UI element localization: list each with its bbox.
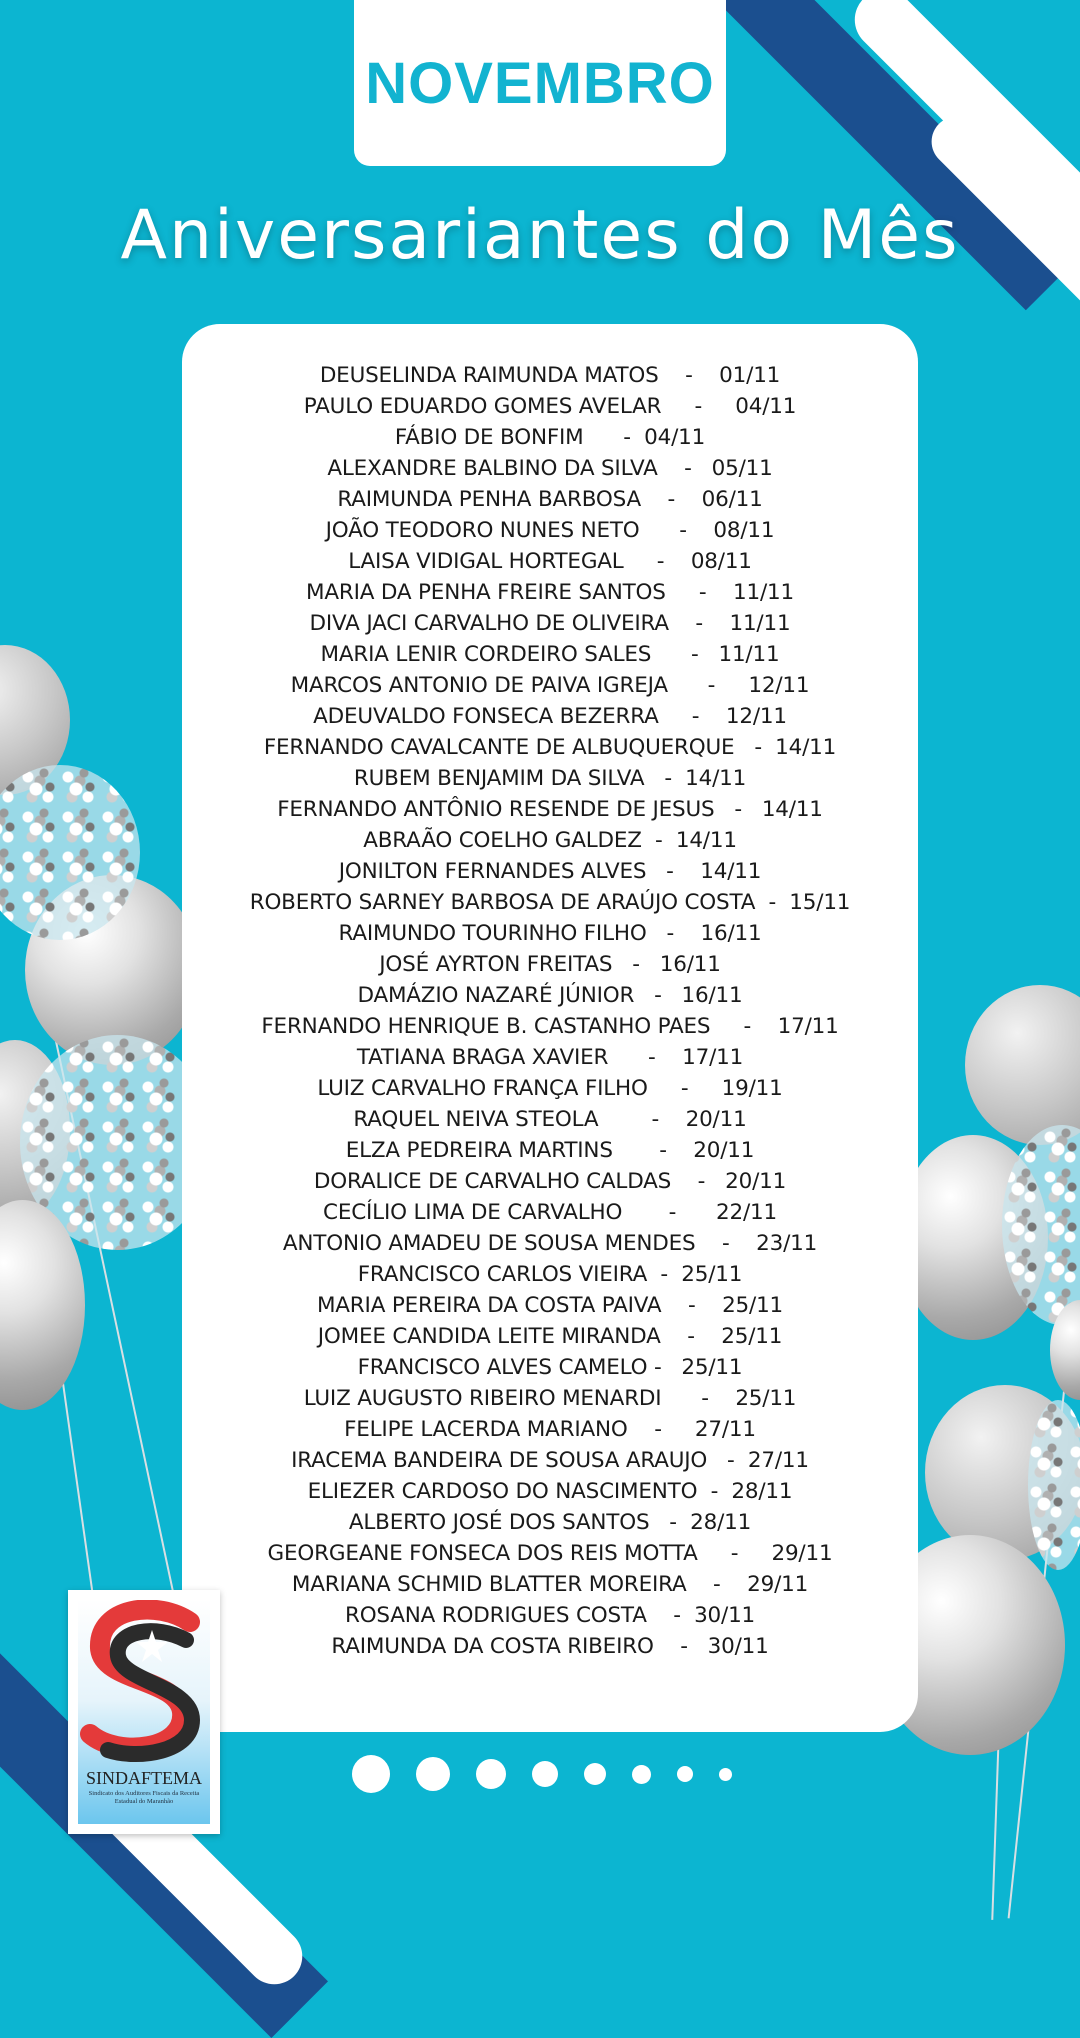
birthday-entry: RUBEM BENJAMIM DA SILVA - 14/11 [353, 766, 747, 791]
birthday-entry: MARIANA SCHMID BLATTER MOREIRA - 29/11 [291, 1572, 809, 1597]
birthday-entry: MARIA DA PENHA FREIRE SANTOS - 11/11 [306, 580, 794, 605]
birthday-entry: ROSANA RODRIGUES COSTA - 30/11 [344, 1603, 756, 1628]
balloon-confetti [1028, 1400, 1080, 1570]
birthday-entry: ABRAÃO COELHO GALDEZ - 14/11 [363, 828, 737, 853]
birthday-entry: RAIMUNDA PENHA BARBOSA - 06/11 [337, 487, 763, 512]
sindaftema-logo [68, 1590, 220, 1834]
birthday-entry: FELIPE LACERDA MARIANO - 27/11 [344, 1417, 756, 1442]
logo-s-emblem-icon [78, 1600, 210, 1770]
birthday-entry: LUIZ CARVALHO FRANÇA FILHO - 19/11 [317, 1076, 783, 1101]
birthday-entry: RAIMUNDA DA COSTA RIBEIRO - 30/11 [331, 1634, 769, 1659]
logo-panel [78, 1600, 210, 1824]
page-dot [632, 1765, 651, 1784]
birthday-entry: FERNANDO ANTÔNIO RESENDE DE JESUS - 14/11 [277, 797, 823, 822]
balloon-glitter [965, 985, 1080, 1145]
birthday-entry: JONILTON FERNANDES ALVES - 14/11 [338, 859, 762, 884]
logo-name: SINDAFTEMA [85, 1768, 202, 1788]
birthday-entry: JOSÉ AYRTON FREITAS - 16/11 [379, 952, 721, 977]
logo-subtitle: Sindicato dos Auditores Fiscais da Receita Estadual do Maranhão [88, 1790, 200, 1805]
birthday-entry: RAIMUNDO TOURINHO FILHO - 16/11 [338, 921, 762, 946]
birthday-entry: MARIA PEREIRA DA COSTA PAIVA - 25/11 [316, 1293, 784, 1318]
month-title: NOVEMBRO [365, 50, 715, 116]
birthday-entry: ELZA PEDREIRA MARTINS - 20/11 [345, 1138, 755, 1163]
birthday-entry: ADEUVALDO FONSECA BEZERRA - 12/11 [313, 704, 787, 729]
page-dot [476, 1759, 506, 1789]
page-dot [532, 1761, 558, 1787]
birthday-entry: MARCOS ANTONIO DE PAIVA IGREJA - 12/11 [290, 673, 810, 698]
birthday-entry: MARIA LENIR CORDEIRO SALES - 11/11 [320, 642, 780, 667]
birthday-entry: FÁBIO DE BONFIM - 04/11 [394, 425, 706, 450]
birthday-entry: FRANCISCO CARLOS VIEIRA - 25/11 [357, 1262, 743, 1287]
birthday-entry: RAQUEL NEIVA STEOLA - 20/11 [353, 1107, 747, 1132]
birthday-entry: ELIEZER CARDOSO DO NASCIMENTO - 28/11 [307, 1479, 793, 1504]
birthday-entry: CECÍLIO LIMA DE CARVALHO - 22/11 [323, 1200, 777, 1225]
page-dot [677, 1766, 693, 1782]
birthday-entry: DORALICE DE CARVALHO CALDAS - 20/11 [313, 1169, 787, 1194]
page-dot [719, 1768, 732, 1781]
birthday-entry: JOÃO TEODORO NUNES NETO - 08/11 [325, 518, 775, 543]
birthday-entry: TATIANA BRAGA XAVIER - 17/11 [356, 1045, 744, 1070]
page-title: Aniversariantes do Mês [120, 196, 960, 275]
birthday-entry: ANTONIO AMADEU DE SOUSA MENDES - 23/11 [282, 1231, 818, 1256]
birthday-entry: FRANCISCO ALVES CAMELO - 25/11 [357, 1355, 743, 1380]
birthday-entry: PAULO EDUARDO GOMES AVELAR - 04/11 [303, 394, 797, 419]
birthday-entry: LAISA VIDIGAL HORTEGAL - 08/11 [348, 549, 752, 574]
birthday-entry: GEORGEANE FONSECA DOS REIS MOTTA - 29/11 [267, 1541, 833, 1566]
birthday-entry: IRACEMA BANDEIRA DE SOUSA ARAUJO - 27/11 [291, 1448, 809, 1473]
birthday-entry: ALEXANDRE BALBINO DA SILVA - 05/11 [327, 456, 773, 481]
month-banner [354, 0, 726, 166]
birthday-entry: LUIZ AUGUSTO RIBEIRO MENARDI - 25/11 [303, 1386, 797, 1411]
page-indicator-dots [352, 1752, 732, 1796]
birthday-entry: ALBERTO JOSÉ DOS SANTOS - 28/11 [348, 1510, 752, 1535]
birthday-list [182, 360, 918, 1662]
birthday-entry: JOMEE CANDIDA LEITE MIRANDA - 25/11 [317, 1324, 783, 1349]
birthday-entry: DEUSELINDA RAIMUNDA MATOS - 01/11 [319, 363, 781, 388]
birthday-entry: DAMÁZIO NAZARÉ JÚNIOR - 16/11 [357, 983, 743, 1008]
birthday-entry: DIVA JACI CARVALHO DE OLIVEIRA - 11/11 [309, 611, 791, 636]
page-dot [352, 1755, 390, 1793]
birthday-entry: FERNANDO CAVALCANTE DE ALBUQUERQUE - 14/11 [263, 735, 837, 760]
birthday-entry: ROBERTO SARNEY BARBOSA DE ARAÚJO COSTA - 15/11 [249, 890, 851, 915]
page-dot [584, 1763, 606, 1785]
page-dot [416, 1757, 450, 1791]
birthday-entry: FERNANDO HENRIQUE B. CASTANHO PAES - 17/11 [261, 1014, 839, 1039]
